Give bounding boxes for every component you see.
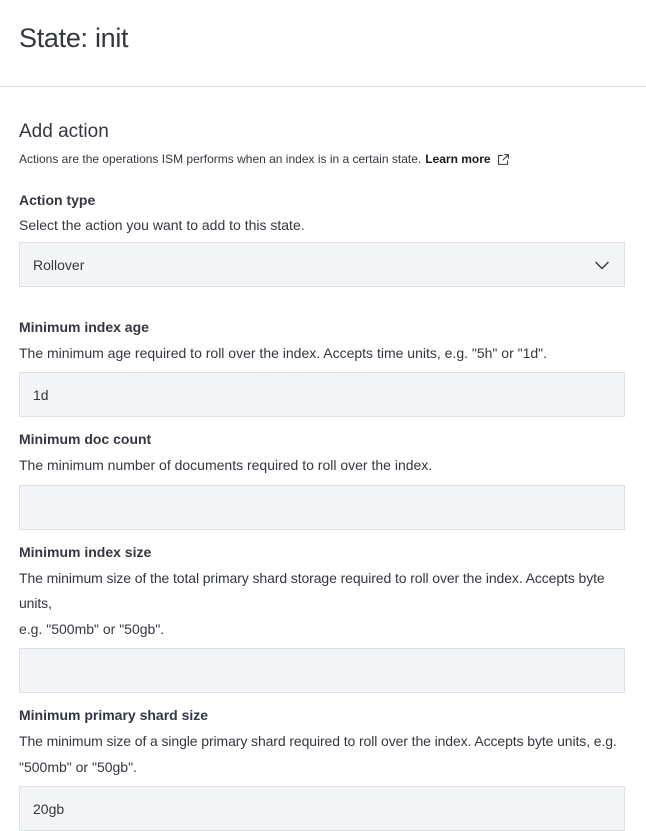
action-type-selected: Rollover bbox=[33, 256, 85, 273]
external-link-icon bbox=[497, 153, 510, 166]
min-primary-shard-size-field bbox=[19, 705, 625, 831]
min-doc-count-label: Minimum doc count bbox=[19, 431, 152, 447]
min-doc-count-input[interactable] bbox=[19, 485, 625, 530]
min-index-size-input[interactable] bbox=[19, 648, 625, 693]
min-index-age-field bbox=[19, 317, 625, 417]
learn-more-link[interactable] bbox=[425, 150, 509, 168]
min-index-size-field bbox=[19, 542, 625, 693]
min-primary-shard-size-label: Minimum primary shard size bbox=[19, 707, 209, 723]
min-primary-shard-size-input[interactable] bbox=[19, 786, 625, 831]
min-index-age-help: The minimum age required to roll over the index. Accepts time units, e.g. "5h" or "1d". bbox=[19, 345, 548, 361]
min-index-size-help-line1: The minimum size of the total primary shard storage required to roll over the index. Accepts byte units, bbox=[19, 570, 605, 611]
chevron-down-icon bbox=[594, 258, 610, 272]
min-doc-count-help: The minimum number of documents required to roll over the index. bbox=[19, 457, 433, 473]
min-index-size-help-line2: e.g. "500mb" or "50gb". bbox=[19, 621, 165, 637]
action-type-field bbox=[19, 190, 625, 287]
section-title: Add action bbox=[19, 121, 109, 142]
flyout-header bbox=[0, 0, 646, 87]
section-description bbox=[19, 150, 625, 168]
action-type-help: Select the action you want to add to this state. bbox=[19, 217, 305, 233]
min-primary-shard-size-help-line1: The minimum size of a single primary shard required to roll over the index. Accepts byte units, e.g. bbox=[19, 733, 617, 749]
add-action-panel bbox=[19, 118, 625, 831]
min-doc-count-field bbox=[19, 429, 625, 530]
page-title: State: init bbox=[19, 23, 129, 53]
section-description-text: Actions are the operations ISM performs when an index is in a certain state. bbox=[19, 152, 422, 166]
min-index-age-label: Minimum index age bbox=[19, 319, 149, 335]
action-type-select[interactable] bbox=[19, 242, 625, 287]
min-index-size-label: Minimum index size bbox=[19, 544, 152, 560]
learn-more-label: Learn more bbox=[425, 152, 491, 166]
min-primary-shard-size-help-line2: "500mb" or "50gb". bbox=[19, 759, 137, 775]
action-type-label: Action type bbox=[19, 192, 96, 208]
min-index-age-input[interactable] bbox=[19, 372, 625, 417]
